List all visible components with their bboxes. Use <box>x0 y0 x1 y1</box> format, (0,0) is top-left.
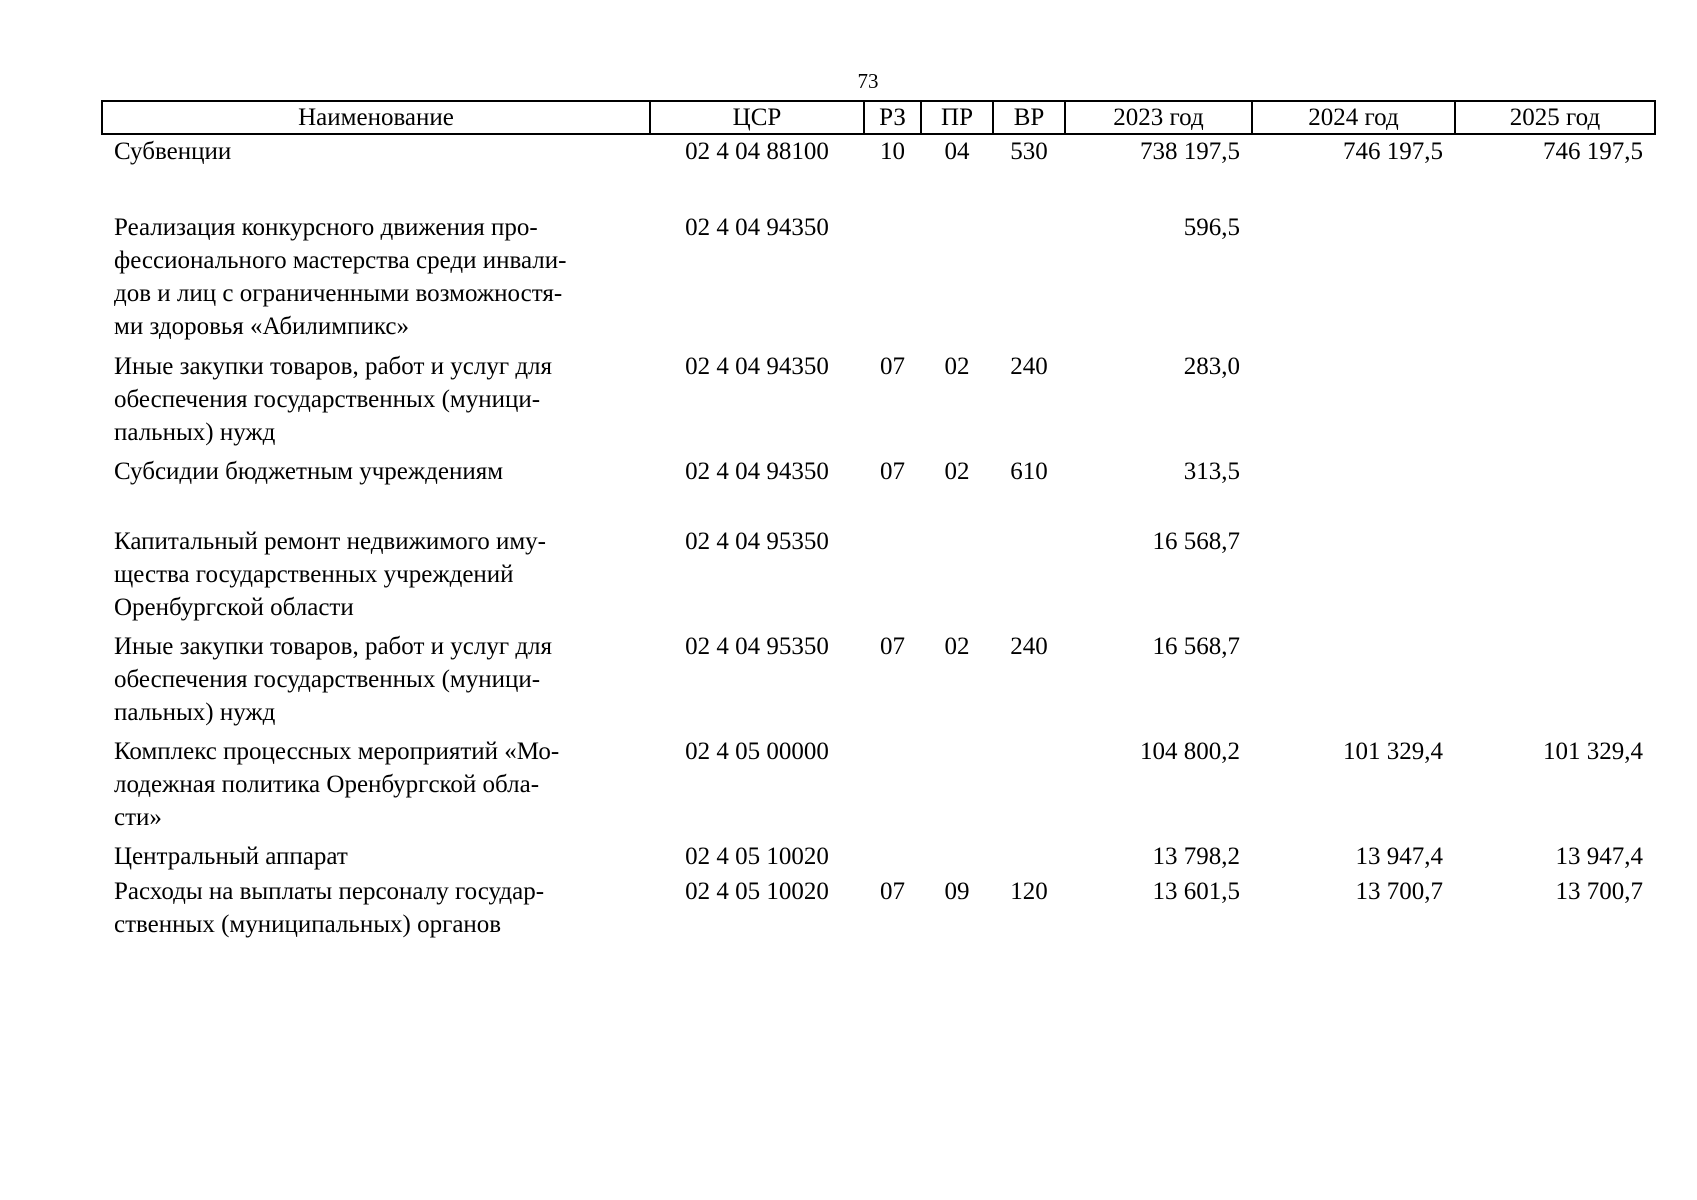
row-csr-cell: 02 4 04 94350 <box>685 353 829 380</box>
row-2023-cell: 283,0 <box>1183 353 1240 380</box>
header-name: Наименование <box>102 101 650 134</box>
header-pr: ПР <box>921 101 993 134</box>
row-name-cell: Субвенции <box>114 138 232 165</box>
header-vr: ВР <box>993 101 1065 134</box>
row-2025-cell: 746 197,5 <box>1543 138 1643 165</box>
row-2025-cell <box>1455 350 1655 455</box>
row-2024-cell <box>1252 630 1455 735</box>
row-pr-cell: 02 <box>944 633 970 660</box>
table-row <box>102 455 1655 525</box>
header-rz: РЗ <box>864 101 921 134</box>
row-pr-cell <box>921 840 993 875</box>
row-vr-cell: 240 <box>1010 633 1048 660</box>
table-row <box>102 350 1655 455</box>
row-pr-cell <box>921 735 993 840</box>
row-vr-cell: 530 <box>1010 138 1048 165</box>
row-rz-cell: 07 <box>880 633 905 660</box>
row-csr-cell: 02 4 04 94350 <box>685 214 829 241</box>
row-2024-cell <box>1252 525 1455 630</box>
table-body <box>102 134 1655 945</box>
row-pr-cell: 02 <box>944 458 970 485</box>
row-2025-cell <box>1455 525 1655 630</box>
row-name-cell: Центральный аппарат <box>114 843 348 870</box>
row-rz-cell <box>864 211 921 350</box>
row-2023-cell: 16 568,7 <box>1152 528 1240 555</box>
row-name-cell: Субсидии бюджетным учреждениям <box>114 458 504 485</box>
row-2024-cell <box>1252 350 1455 455</box>
row-pr-cell <box>921 211 993 350</box>
row-2024-cell <box>1252 211 1455 350</box>
row-rz-cell: 07 <box>880 353 905 380</box>
header-2023: 2023 год <box>1065 101 1252 134</box>
row-pr-cell: 09 <box>944 878 970 905</box>
table-row <box>102 735 1655 840</box>
row-2025-cell: 13 700,7 <box>1555 878 1643 905</box>
row-rz-cell: 10 <box>880 138 905 165</box>
table-row <box>102 630 1655 735</box>
row-pr-cell: 04 <box>944 138 970 165</box>
row-rz-cell <box>864 840 921 875</box>
row-2025-cell: 101 329,4 <box>1543 738 1643 765</box>
row-csr-cell: 02 4 04 88100 <box>685 138 829 165</box>
row-csr-cell: 02 4 05 10020 <box>685 843 829 870</box>
row-2023-cell: 104 800,2 <box>1140 738 1240 765</box>
row-2024-cell: 13 700,7 <box>1355 878 1443 905</box>
row-2023-cell: 16 568,7 <box>1152 633 1240 660</box>
row-2024-cell: 746 197,5 <box>1343 138 1443 165</box>
row-csr-cell: 02 4 04 95350 <box>685 633 829 660</box>
row-vr-cell <box>993 840 1065 875</box>
header-2025: 2025 год <box>1455 101 1655 134</box>
row-rz-cell: 07 <box>880 458 905 485</box>
row-2023-cell: 13 601,5 <box>1152 878 1240 905</box>
row-vr-cell <box>993 735 1065 840</box>
row-name-cell: Расходы на выплаты персоналу государ- ственных (муниципальных) органов <box>114 878 545 938</box>
row-name-cell: Реализация конкурсного движения про- фессионального мастерства среди инвали- дов и лиц с ограниченными возможностя- ми здоровья «Абилимпикс» <box>114 214 567 340</box>
row-pr-cell: 02 <box>944 353 970 380</box>
table-row <box>102 875 1655 945</box>
row-rz-cell: 07 <box>880 878 905 905</box>
row-2025-cell <box>1455 455 1655 525</box>
row-rz-cell <box>864 525 921 630</box>
row-vr-cell: 120 <box>1010 878 1048 905</box>
page-number: 73 <box>857 69 879 93</box>
table-row <box>102 211 1655 350</box>
table-row <box>102 134 1655 211</box>
row-2024-cell: 101 329,4 <box>1343 738 1443 765</box>
row-csr-cell: 02 4 04 94350 <box>685 458 829 485</box>
row-2025-cell: 13 947,4 <box>1555 843 1643 870</box>
header-2024: 2024 год <box>1252 101 1455 134</box>
row-vr-cell: 610 <box>1010 458 1048 485</box>
row-csr-cell: 02 4 05 10020 <box>685 878 829 905</box>
row-name-cell: Иные закупки товаров, работ и услуг для обеспечения государственных (муници- пальных) нужд <box>114 633 553 726</box>
row-rz-cell <box>864 735 921 840</box>
row-name-cell: Иные закупки товаров, работ и услуг для обеспечения государственных (муници- пальных) нужд <box>114 353 553 446</box>
row-pr-cell <box>921 525 993 630</box>
table-row <box>102 525 1655 630</box>
row-vr-cell <box>993 525 1065 630</box>
header-csr: ЦСР <box>650 101 864 134</box>
row-2023-cell: 13 798,2 <box>1152 843 1240 870</box>
row-2023-cell: 596,5 <box>1183 214 1240 241</box>
table-header-row <box>102 101 1655 134</box>
row-2024-cell <box>1252 455 1455 525</box>
row-csr-cell: 02 4 04 95350 <box>685 528 829 555</box>
table-row <box>102 840 1655 875</box>
row-2023-cell: 313,5 <box>1183 458 1240 485</box>
row-2025-cell <box>1455 630 1655 735</box>
row-2023-cell: 738 197,5 <box>1140 138 1240 165</box>
row-name-cell: Капитальный ремонт недвижимого иму- щества государственных учреждений Оренбургской области <box>114 528 546 621</box>
budget-table <box>101 100 1656 945</box>
row-2024-cell: 13 947,4 <box>1355 843 1443 870</box>
row-vr-cell: 240 <box>1010 353 1048 380</box>
row-2025-cell <box>1455 211 1655 350</box>
row-vr-cell <box>993 211 1065 350</box>
row-csr-cell: 02 4 05 00000 <box>685 738 829 765</box>
row-name-cell: Комплекс процессных мероприятий «Мо- лодежная политика Оренбургской обла- сти» <box>114 738 560 831</box>
